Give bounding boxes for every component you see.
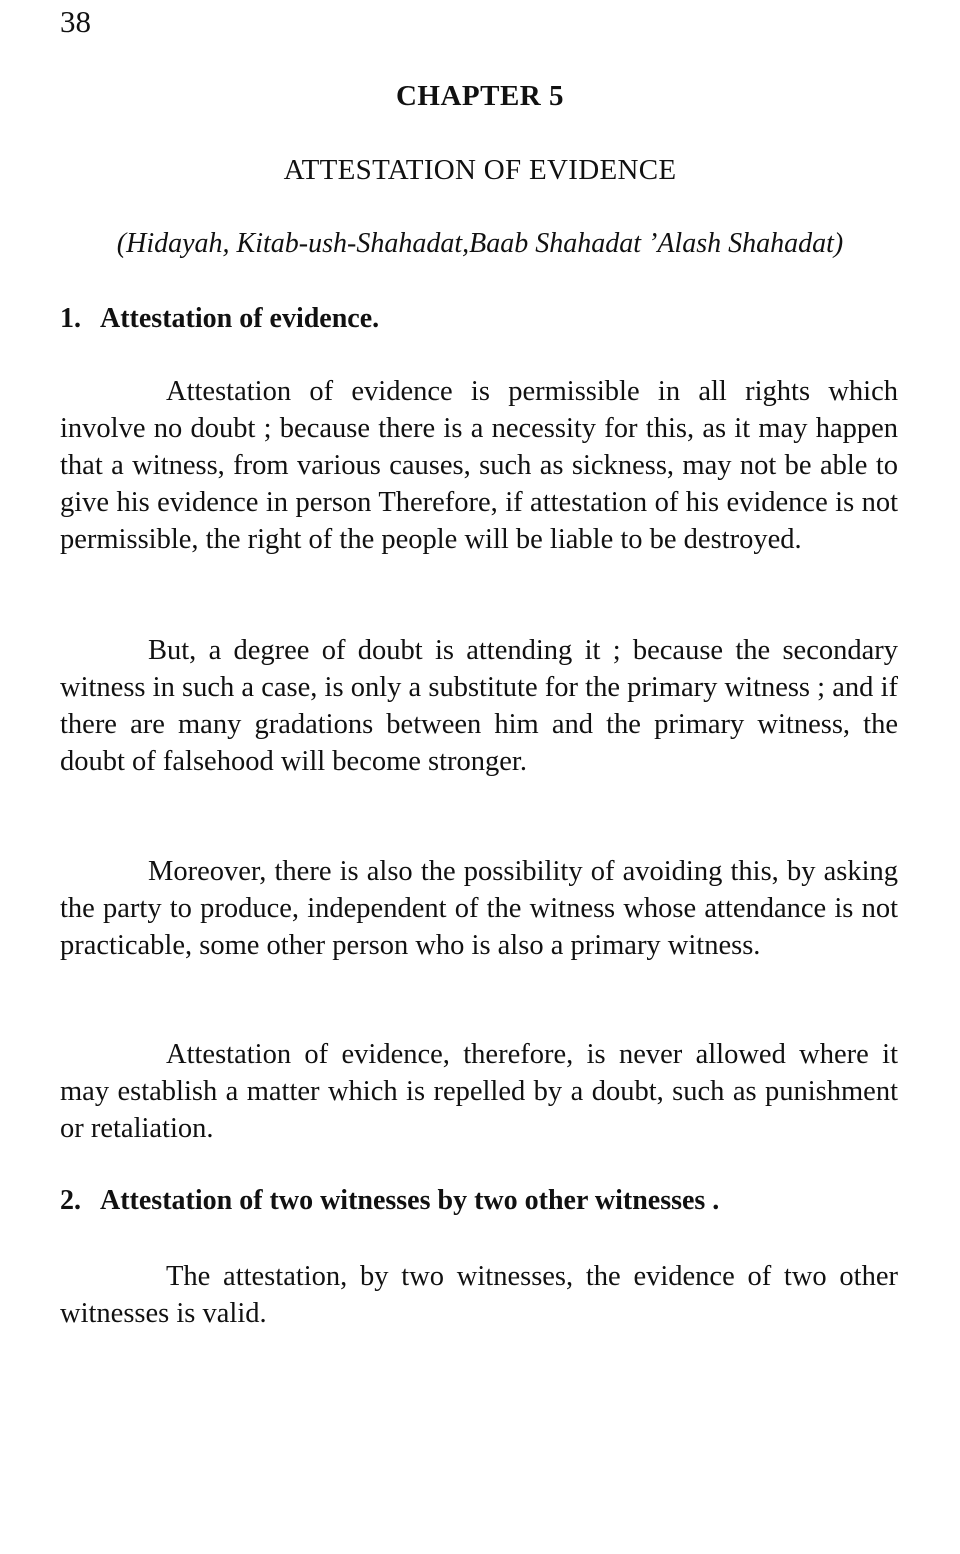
section-heading-text: Attestation of two witnesses by two other witnesses . (100, 1185, 720, 1216)
paragraph: Attestation of evidence, therefore, is never allowed where it may establish a matter which is repelled by a doubt, such as punishment or retaliation. (60, 1039, 898, 1144)
chapter-title: ATTESTATION OF EVIDENCE (283, 154, 677, 186)
chapter-label: CHAPTER 5 (395, 80, 565, 112)
page-number: 38 (60, 4, 91, 39)
paragraph: Attestation of evidence is permissible in all rights which involve no doubt ; because there is a necessity for this, as it may happen that a witness, from various causes, such as sickness, may not be able to give his evidence in person Therefore, if attestation of his evidence is not permissible, the right of the people will be liable to be destroyed. (60, 376, 898, 555)
paragraph: But, a degree of doubt is attending it ; because the secondary witness in such a case, is only a substitute for the primary witness ; and if there are many gradations between him and the primary witness, the doubt of falsehood will become stronger. (60, 635, 898, 777)
section-heading-2 (60, 1185, 900, 1217)
paragraph: Moreover, there is also the possibility of avoiding this, by asking the party to produce, independent of the witness whose attendance is not practicable, some other person who is also a primary witness. (60, 856, 898, 961)
paragraph: The attestation, by two witnesses, the evidence of two other witnesses is valid. (60, 1261, 898, 1329)
section-number: 1. (60, 303, 81, 334)
section-heading-text: Attestation of evidence. (100, 303, 380, 334)
source-citation: (Hidayah, Kitab-ush-Shahadat,Baab Shahadat ’Alash Shahadat) (116, 228, 844, 259)
section-heading-1 (60, 303, 900, 335)
section-number: 2. (60, 1185, 81, 1216)
